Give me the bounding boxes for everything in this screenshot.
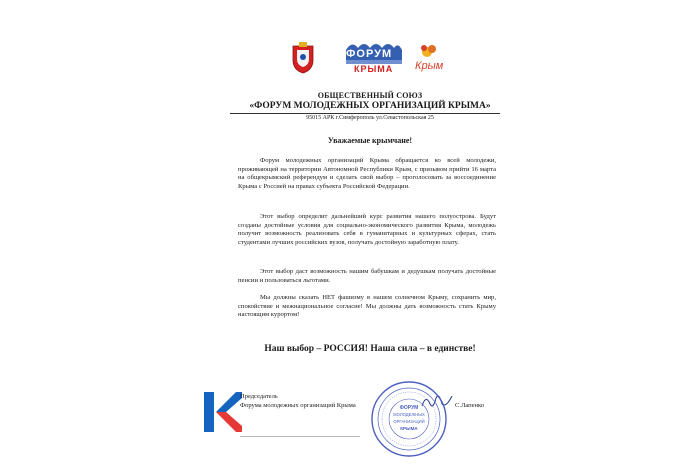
stamp-line-2: МОЛОДЕЖНЫХ — [393, 412, 425, 417]
header-divider — [230, 113, 500, 114]
stamp-line-4: КРЫМА — [400, 426, 418, 431]
slogan: Наш выбор – РОССИЯ! Наша сила – в единстве! — [264, 344, 476, 354]
krym-logo — [415, 42, 445, 74]
paragraph-4: Мы должны сказать НЕТ фашизму в нашем солнечном Крыму, сохранить мир, спокойствие и межнациональное согласие! Мы должны дать возможность стать Крыму настоящим курортом! — [238, 294, 496, 319]
stamp-line-3: ОРГАНИЗАЦИЙ — [393, 419, 425, 424]
signer-name: С.Лапенко — [455, 402, 485, 409]
paragraph-2: Этот выбор определит дальнейший курс развития нашего полуострова. Будут созданы достойные условия для социально-экономического развития Крыма, молодежь получит возможность реализовать себя в гуманитарных и культурных сферах, стать студентами лучших российских вузов, получать достойную заработную плату. — [238, 213, 496, 246]
crimea-coat-of-arms-icon — [290, 40, 316, 74]
forum-logo-crimea-text: КРЫМА — [354, 64, 394, 74]
org-type: ОБЩЕСТВЕННЫЙ СОЮЗ — [317, 91, 423, 100]
signer-organization: Форума молодежных организаций Крыма — [240, 402, 356, 409]
forum-logo — [342, 40, 404, 76]
org-address: 95015 АРК г.Симферополь ул.Севастопольская 25 — [306, 115, 434, 121]
official-stamp — [370, 380, 448, 458]
forum-logo-text: ФОРУМ — [346, 48, 393, 60]
stamp-line-1: ФОРУМ — [399, 405, 419, 411]
signer-title: Председатель — [240, 393, 278, 400]
paragraph-1: Форум молодежных организаций Крыма обращается ко всей молодежи, проживающей на территории Автономной Республики Крым, с призывом прийти 16 марта на общекрымский референдум и сделать свой выбор – проголосовать за воссоединение Крыма с Россией на правах субъекта Российской Федерации. — [238, 157, 496, 190]
krym-logo-text: Крым — [415, 60, 444, 72]
k-logo-icon — [204, 392, 242, 432]
org-name: «ФОРУМ МОЛОДЕЖНЫХ ОРГАНИЗАЦИЙ КРЫМА» — [249, 101, 491, 111]
signature-divider — [240, 436, 360, 437]
paragraph-3: Этот выбор даст возможность нашим бабушкам и дедушкам получать достойные пенсии и пользоваться льготами. — [238, 268, 496, 284]
greeting: Уважаемые крымчане! — [327, 136, 413, 145]
